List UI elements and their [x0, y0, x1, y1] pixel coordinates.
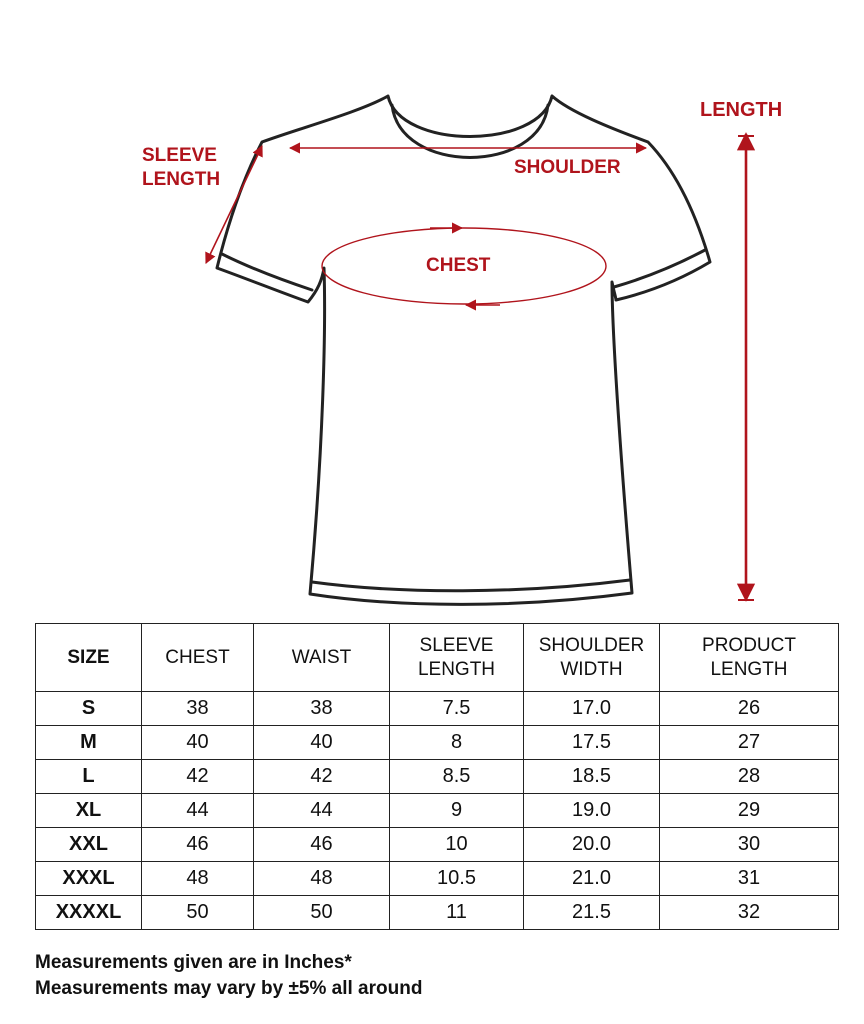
measurement-notes	[35, 950, 422, 1002]
cell-sleeve-length: 8	[390, 726, 524, 760]
tshirt-body	[217, 96, 710, 604]
cell-waist: 48	[254, 862, 390, 896]
cell-shoulder-width: 21.5	[524, 896, 660, 930]
header-waist: WAIST	[254, 624, 390, 692]
cell-chest: 38	[142, 692, 254, 726]
cell-chest: 48	[142, 862, 254, 896]
tshirt-outline	[217, 96, 710, 604]
table-row	[36, 862, 839, 896]
cell-product-length: 31	[660, 862, 839, 896]
table-row	[36, 692, 839, 726]
cell-chest: 44	[142, 794, 254, 828]
cell-size: XXL	[36, 828, 142, 862]
header-product-length: PRODUCT LENGTH	[660, 624, 839, 692]
cell-sleeve-length: 10	[390, 828, 524, 862]
length-label: LENGTH	[700, 99, 783, 121]
cell-size: XL	[36, 794, 142, 828]
cell-size: M	[36, 726, 142, 760]
chest-label: CHEST	[426, 255, 491, 276]
table-row	[36, 794, 839, 828]
table-row	[36, 828, 839, 862]
cell-product-length: 32	[660, 896, 839, 930]
table-row	[36, 760, 839, 794]
cell-product-length: 28	[660, 760, 839, 794]
cell-sleeve-length: 9	[390, 794, 524, 828]
cell-waist: 42	[254, 760, 390, 794]
note-units: Measurements given are in Inches*	[35, 952, 352, 973]
cell-shoulder-width: 21.0	[524, 862, 660, 896]
header-size: SIZE	[36, 624, 142, 692]
header-chest: CHEST	[142, 624, 254, 692]
note-variance: Measurements may vary by ±5% all around	[35, 978, 423, 999]
cell-sleeve-length: 10.5	[390, 862, 524, 896]
cell-chest: 40	[142, 726, 254, 760]
sleeve-length-label-line2: LENGTH	[142, 169, 221, 190]
cell-size: S	[36, 692, 142, 726]
sleeve-length-label-line1: SLEEVE	[142, 145, 217, 166]
cell-waist: 38	[254, 692, 390, 726]
cell-sleeve-length: 11	[390, 896, 524, 930]
cell-size: XXXXL	[36, 896, 142, 930]
cell-chest: 42	[142, 760, 254, 794]
cell-product-length: 29	[660, 794, 839, 828]
cell-size: XXXL	[36, 862, 142, 896]
cell-product-length: 27	[660, 726, 839, 760]
shoulder-label: SHOULDER	[514, 157, 621, 178]
cell-shoulder-width: 19.0	[524, 794, 660, 828]
cell-product-length: 30	[660, 828, 839, 862]
table-header-row	[36, 624, 839, 692]
cell-waist: 50	[254, 896, 390, 930]
cell-waist: 44	[254, 794, 390, 828]
cell-shoulder-width: 17.5	[524, 726, 660, 760]
cell-waist: 46	[254, 828, 390, 862]
cell-sleeve-length: 7.5	[390, 692, 524, 726]
cell-sleeve-length: 8.5	[390, 760, 524, 794]
cell-size: L	[36, 760, 142, 794]
table-row	[36, 726, 839, 760]
cell-product-length: 26	[660, 692, 839, 726]
header-sleeve-length: SLEEVE LENGTH	[390, 624, 524, 692]
cell-shoulder-width: 18.5	[524, 760, 660, 794]
cell-waist: 40	[254, 726, 390, 760]
size-chart-table	[35, 623, 839, 930]
cell-chest: 46	[142, 828, 254, 862]
table-row	[36, 896, 839, 930]
header-shoulder-width: SHOULDER WIDTH	[524, 624, 660, 692]
cell-shoulder-width: 20.0	[524, 828, 660, 862]
cell-chest: 50	[142, 896, 254, 930]
cell-shoulder-width: 17.0	[524, 692, 660, 726]
